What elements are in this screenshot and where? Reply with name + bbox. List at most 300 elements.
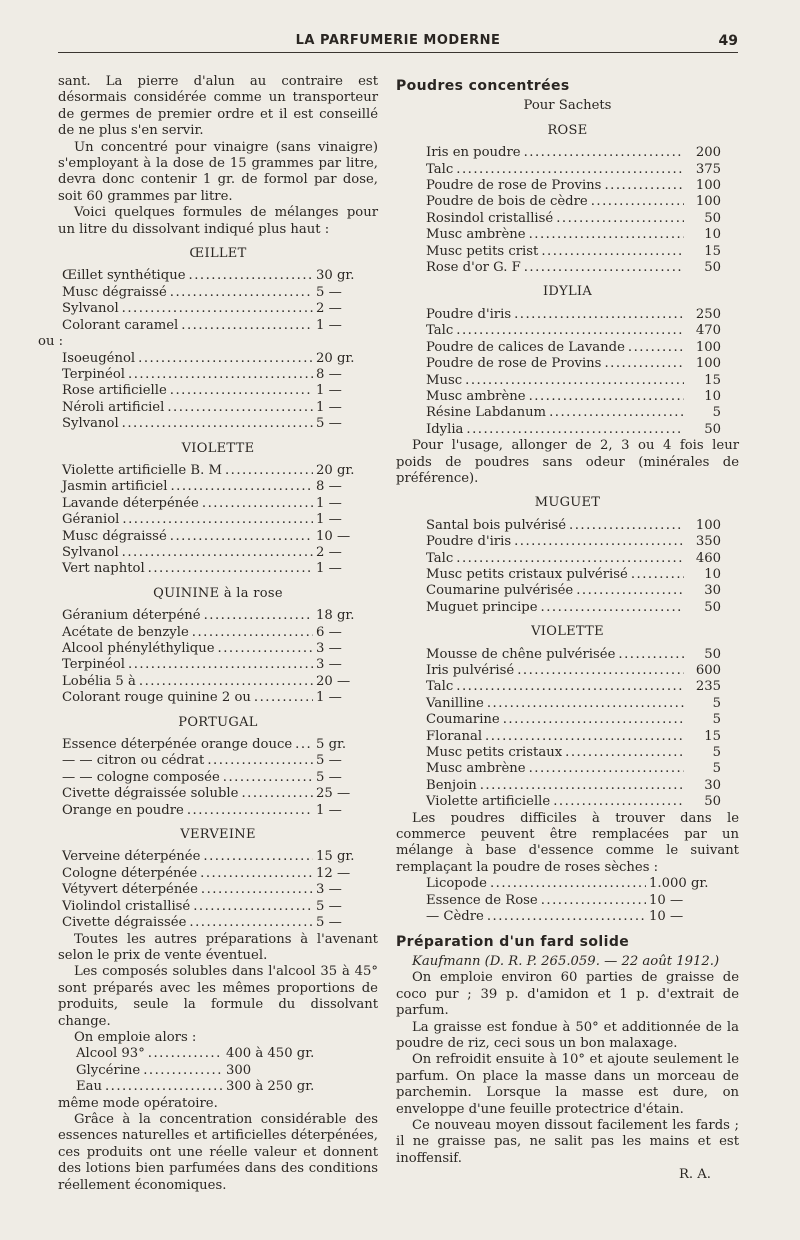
ingredient-name: Civette dégraissée soluble	[62, 786, 239, 802]
formula-idylia	[396, 307, 739, 438]
ingredient-name: Coumarine pulvérisée	[426, 583, 574, 599]
formula-line	[58, 416, 378, 432]
formula-portugal	[58, 737, 378, 819]
section-title-violette: VIOLETTE	[181, 440, 255, 456]
ingredient-name: Musc ambrène	[426, 388, 526, 404]
ingredient-name: Floranal	[426, 728, 483, 744]
ingredient-name: Isoeugénol	[62, 350, 136, 366]
ingredient-quantity: 400 à 450 gr.	[226, 1046, 315, 1062]
paragraph: Ce nouveau moyen dissout facilement les fards ; il ne graisse pas, ne salit pas les mains et est inoffensif.	[396, 1117, 739, 1166]
dot-leader	[604, 356, 684, 372]
ingredient-name: Poudre de bois de cèdre	[426, 194, 588, 210]
ingredient-quantity: 460	[695, 550, 721, 566]
ingredient-name: Mousse de chêne pulvérisée	[426, 646, 616, 662]
ingredient-name: Rose d'or G. F	[426, 260, 521, 276]
formula-line	[396, 745, 739, 761]
ingredient-name: Musc dégraissé	[62, 528, 167, 544]
formula-line	[396, 244, 739, 260]
ingredient-quantity: 375	[695, 161, 721, 177]
formula-line	[58, 496, 378, 512]
ingredient-name: Talc	[426, 161, 454, 177]
ingredient-quantity: 30	[704, 583, 721, 599]
ingredient-name: Musc petits cristaux	[426, 745, 563, 761]
article-title-2: Préparation d'un fard solide	[396, 933, 630, 950]
ingredient-name: Violindol cristallisé	[62, 898, 191, 914]
ingredient-quantity: 600	[695, 663, 721, 678]
section-title-rose: ROSE	[547, 122, 588, 138]
ingredient-name: Idylia	[426, 421, 464, 437]
ingredient-name: Essence déterpénée orange douce	[62, 737, 293, 753]
ingredient-quantity: 470	[695, 323, 721, 339]
formula-line	[396, 893, 739, 909]
ingredient-quantity: 200	[695, 145, 721, 161]
formula-verveine	[58, 849, 378, 931]
dot-leader	[223, 770, 313, 786]
formula-line	[58, 737, 378, 753]
dot-leader	[122, 301, 313, 317]
dot-leader	[487, 909, 646, 925]
ingredient-quantity: 50	[704, 646, 721, 662]
ingredient-name: Colorant caramel	[62, 317, 179, 333]
formula-line	[396, 340, 739, 356]
dot-leader	[170, 383, 313, 399]
section-title-idylia: IDYLIA	[542, 284, 593, 300]
left-column	[38, 74, 378, 1194]
ingredient-quantity: 5	[712, 745, 721, 761]
ingredient-quantity: 8 —	[316, 366, 342, 382]
formula-line	[58, 383, 378, 399]
ingredient-name: Jasmin artificiel	[62, 479, 168, 495]
formula-line	[58, 561, 378, 577]
dot-leader	[105, 1079, 223, 1095]
signature: R. A.	[678, 1167, 711, 1183]
ingredient-name: Essence de Rose	[426, 892, 538, 908]
ingredient-quantity: 50	[704, 794, 721, 810]
dot-leader	[218, 641, 313, 657]
ingredient-name: Géranium déterpéné	[62, 608, 201, 624]
ingredient-name: Terpinéol	[62, 366, 125, 382]
formula-line	[396, 729, 739, 745]
ingredient-quantity: 300 à 250 gr.	[226, 1079, 315, 1095]
ingredient-quantity: 10 —	[316, 528, 351, 544]
dot-leader	[517, 663, 684, 679]
formula-line	[58, 770, 378, 786]
ingredient-quantity: 10 —	[649, 892, 684, 908]
dot-leader	[529, 389, 684, 405]
ingredient-name: Terpinéol	[62, 657, 125, 673]
formula-solvant	[58, 1046, 378, 1095]
ingredient-name: Poudre de calices de Lavande	[426, 339, 625, 355]
formula-line	[396, 178, 739, 194]
formula-line	[396, 405, 739, 421]
ingredient-quantity: 2 —	[316, 544, 342, 560]
formula-line	[58, 318, 378, 334]
formula-line	[58, 351, 378, 367]
formula-line	[396, 227, 739, 243]
dot-leader	[456, 679, 684, 695]
paragraph: même mode opératoire.	[58, 1095, 218, 1111]
paragraph: On emploie environ 60 parties de graisse de coco pur ; 39 p. d'amidon et 1 p. d'extrait de parfum.	[396, 970, 739, 1019]
paragraph: Voici quelques formules de mélanges pour un litre du dissolvant indiqué plus haut :	[58, 205, 378, 237]
ingredient-name: — — citron ou cédrat	[62, 753, 205, 769]
ingredient-name: Musc ambrène	[426, 227, 526, 243]
ingredient-quantity: 1 —	[316, 399, 342, 415]
header-rule	[58, 52, 738, 53]
ingredient-quantity: 50	[704, 210, 721, 226]
formula-line	[396, 307, 739, 323]
formula-line	[396, 551, 739, 567]
paragraph: La graisse est fondue à 50° et additionnée de la poudre de riz, ceci sous un bon malaxage.	[396, 1019, 739, 1051]
dot-leader	[225, 463, 313, 479]
formula-line	[396, 663, 739, 679]
dot-leader	[480, 778, 684, 794]
ingredient-quantity: 5	[712, 712, 721, 728]
formula-line	[58, 899, 378, 915]
ingredient-name: Vert naphtol	[62, 561, 145, 577]
formula-line	[396, 712, 739, 728]
ingredient-quantity: 1.000 gr.	[649, 876, 709, 892]
dot-leader	[565, 745, 684, 761]
formula-line	[58, 674, 378, 690]
ingredient-name: Résine Labdanum	[426, 405, 547, 421]
ingredient-quantity: 10	[704, 227, 721, 243]
ingredient-name: Musc ambrène	[426, 761, 526, 777]
ingredient-name: Acétate de benzyle	[62, 624, 189, 640]
formula-line	[58, 641, 378, 657]
ingredient-quantity: 20 gr.	[316, 462, 355, 478]
formula-line	[58, 400, 378, 416]
ingredient-quantity: 5 —	[316, 284, 342, 300]
ingredient-quantity: 100	[695, 194, 721, 210]
article-title: Poudres concentrées	[396, 78, 570, 94]
ingredient-quantity: 100	[695, 178, 721, 194]
formula-line	[396, 647, 739, 663]
section-title-verveine: VERVEINE	[180, 827, 256, 843]
article-subtitle: Pour Sachets	[523, 98, 612, 114]
formula-line	[58, 1079, 378, 1095]
ingredient-quantity: 10	[704, 566, 721, 582]
ingredient-name: Néroli artificiel	[62, 399, 165, 415]
formula-line	[58, 866, 378, 882]
dot-leader	[485, 729, 684, 745]
ingredient-name: Eau	[76, 1079, 102, 1095]
dot-leader	[187, 803, 313, 819]
ingredient-name: Violette artificielle B. M	[62, 462, 222, 478]
ingredient-quantity: 50	[704, 421, 721, 437]
ingredient-name: Talc	[426, 679, 454, 695]
ingredient-name: Glycérine	[76, 1062, 141, 1078]
dot-leader	[167, 400, 313, 416]
paragraph: sant. La pierre d'alun au contraire est désormais considérée comme un transporteur de germes de premier ordre et il est conseillé de ne plus s'en servir.	[58, 74, 378, 139]
ingredient-quantity: 20 —	[316, 673, 351, 689]
dot-leader	[604, 178, 684, 194]
formula-line	[58, 1046, 378, 1062]
formula-line	[396, 761, 739, 777]
ingredient-name: Orange en poudre	[62, 802, 184, 818]
dot-leader	[556, 211, 684, 227]
ingredient-name: Vanilline	[426, 695, 484, 711]
ingredient-name: Œillet synthétique	[62, 268, 186, 284]
formula-line	[396, 211, 739, 227]
formula-line	[58, 545, 378, 561]
dot-leader	[529, 227, 684, 243]
ingredient-quantity: 20 gr.	[316, 350, 355, 366]
ingredient-quantity: 15	[704, 372, 721, 388]
ingredient-name: Poudre de rose de Provins	[426, 178, 602, 194]
ingredient-quantity: 15 gr.	[316, 849, 355, 865]
dot-leader	[524, 145, 684, 161]
formula-muguet	[396, 518, 739, 616]
ingredient-name: Sylvanol	[62, 544, 119, 560]
ingredient-quantity: 1 —	[316, 317, 342, 333]
dot-leader	[569, 518, 684, 534]
ingredient-name: Coumarine	[426, 712, 500, 728]
formula-violette-powder	[396, 647, 739, 811]
ingredient-quantity: 18 gr.	[316, 608, 355, 624]
ingredient-quantity: 5 —	[316, 769, 342, 785]
ingredient-name: — — cologne composée	[62, 769, 220, 785]
formula-rose	[396, 145, 739, 276]
formula-line	[58, 786, 378, 802]
dot-leader	[207, 753, 313, 769]
ingredient-name: Rosindol cristallisé	[426, 210, 554, 226]
ingredient-name: Poudre d'iris	[426, 534, 512, 550]
section-title-muguet: MUGUET	[534, 495, 601, 511]
dot-leader	[456, 551, 684, 567]
ingredient-name: Poudre d'iris	[426, 306, 512, 322]
dot-leader	[148, 1046, 223, 1062]
ingredient-quantity: 3 —	[316, 657, 342, 673]
formula-line	[396, 145, 739, 161]
page-header	[58, 33, 738, 51]
dot-leader	[541, 244, 684, 260]
ingredient-quantity: 250	[695, 306, 721, 322]
dot-leader	[254, 690, 313, 706]
ingredient-quantity: 5	[712, 695, 721, 711]
dot-leader	[241, 786, 313, 802]
ingredient-quantity: 10 —	[649, 909, 684, 925]
ingredient-name: Cologne déterpénée	[62, 865, 198, 881]
formula-line	[396, 778, 739, 794]
dot-leader	[181, 318, 313, 334]
ingredient-quantity: 1 —	[316, 512, 342, 528]
formula-line	[396, 583, 739, 599]
dot-leader	[456, 323, 684, 339]
formula-line	[58, 608, 378, 624]
dot-leader	[541, 893, 646, 909]
dot-leader	[541, 600, 684, 616]
ingredient-quantity: 50	[704, 260, 721, 276]
ingredient-quantity: 10	[704, 388, 721, 404]
ingredient-name: — Cèdre	[426, 909, 484, 925]
dot-leader	[514, 307, 684, 323]
formula-line	[58, 915, 378, 931]
ingredient-name: Benjoin	[426, 777, 477, 793]
formula-line	[58, 463, 378, 479]
dot-leader	[170, 479, 313, 495]
formula-line	[396, 422, 739, 438]
section-title-oeillet: ŒILLET	[189, 246, 247, 262]
ingredient-name: Iris pulvérisé	[426, 663, 515, 678]
dot-leader	[549, 405, 684, 421]
formula-quinine	[58, 608, 378, 706]
dot-leader	[170, 529, 313, 545]
page-number: 49	[718, 33, 738, 49]
formula-line	[58, 268, 378, 284]
section-title-portugal: PORTUGAL	[178, 714, 258, 730]
ingredient-name: Rose artificielle	[62, 383, 167, 399]
ingredient-quantity: 3 —	[316, 882, 342, 898]
ingredient-quantity: 30	[704, 777, 721, 793]
ingredient-quantity: 5	[712, 405, 721, 421]
ingredient-name: Licopode	[426, 876, 487, 892]
or-label: ou :	[38, 334, 64, 350]
formula-oeillet-b	[58, 351, 378, 433]
dot-leader	[148, 561, 313, 577]
ingredient-quantity: 5 —	[316, 915, 342, 931]
ingredient-quantity: 235	[695, 679, 721, 695]
paragraph: Les composés solubles dans l'alcool 35 à 45° sont préparés avec les mêmes proportions de produits, seule la formule du dissolvant change.	[58, 964, 378, 1029]
dot-leader	[139, 674, 313, 690]
ingredient-quantity: 5	[712, 761, 721, 777]
running-title: LA PARFUMERIE MODERNE	[295, 33, 501, 48]
ingredient-quantity: 1 —	[316, 802, 342, 818]
formula-line	[58, 367, 378, 383]
ingredient-name: Sylvanol	[62, 416, 119, 432]
ingredient-quantity: 1 —	[316, 383, 342, 399]
dot-leader	[128, 367, 313, 383]
ingredient-name: Alcool phényléthylique	[62, 641, 215, 656]
formula-line	[58, 803, 378, 819]
dot-leader	[189, 915, 313, 931]
dot-leader	[514, 534, 684, 550]
ingredient-quantity: 5 —	[316, 898, 342, 914]
ingredient-name: Muguet principe	[426, 599, 538, 615]
dot-leader	[128, 657, 313, 673]
dot-leader	[553, 794, 684, 810]
ingredient-quantity: 5 —	[316, 416, 342, 432]
formula-line	[58, 625, 378, 641]
ingredient-quantity: 100	[695, 517, 721, 533]
ingredient-quantity: 100	[695, 339, 721, 355]
dot-leader	[192, 625, 313, 641]
formula-line	[58, 657, 378, 673]
formula-line	[396, 696, 739, 712]
dot-leader	[503, 712, 684, 728]
ingredient-quantity: 3 —	[316, 641, 342, 656]
ingredient-name: Sylvanol	[62, 301, 119, 317]
section-title-quinine: QUININE à la rose	[153, 585, 283, 601]
section-title-violette: VIOLETTE	[531, 624, 604, 640]
dot-leader	[631, 567, 684, 583]
patent-reference: Kaufmann (D. R. P. 265.059. — 22 août 1912.)	[412, 953, 720, 969]
dot-leader	[456, 162, 684, 178]
ingredient-quantity: 30 gr.	[316, 268, 355, 284]
ingredient-quantity: 1 —	[316, 690, 342, 706]
dot-leader	[170, 285, 313, 301]
ingredient-quantity: 350	[695, 534, 721, 550]
dot-leader	[138, 351, 313, 367]
paragraph: Grâce à la concentration considérable des essences naturelles et artificielles déterpénées, ces produits ont une réelle valeur et donnent des lotions bien parfumées dans des conditions réellement économiques.	[58, 1111, 378, 1193]
dot-leader	[591, 194, 684, 210]
ingredient-name: Verveine déterpénée	[62, 849, 201, 865]
formula-line	[396, 679, 739, 695]
ingredient-name: Musc petits cristaux pulvérisé	[426, 566, 628, 582]
formula-line	[396, 518, 739, 534]
dot-leader	[122, 545, 313, 561]
formula-line	[396, 162, 739, 178]
formula-line	[396, 194, 739, 210]
ingredient-quantity: 25 —	[316, 786, 351, 802]
paragraph: Toutes les autres préparations à l'avenant selon le prix de vente éventuel.	[58, 931, 378, 963]
formula-line	[396, 373, 739, 389]
paragraph: Un concentré pour vinaigre (sans vinaigre) s'employant à la dose de 15 grammes par litre, devra donc contenir 1 gr. de formol par dose, soit 60 grammes par litre.	[58, 139, 378, 204]
formula-line	[396, 600, 739, 616]
ingredient-name: Musc dégraissé	[62, 284, 167, 300]
ingredient-name: Alcool 93°	[76, 1046, 145, 1062]
dot-leader	[204, 608, 313, 624]
ingredient-name: Vétyvert déterpénée	[62, 882, 198, 898]
formula-line	[58, 690, 378, 706]
ingredient-quantity: 15	[704, 243, 721, 259]
ingredient-name: Lobélia 5 à	[62, 673, 136, 689]
ingredient-name: Santal bois pulvérisé	[426, 517, 567, 533]
formula-line	[58, 1063, 378, 1079]
ingredient-name: Iris en poudre	[426, 145, 521, 161]
ingredient-name: Colorant rouge quinine 2 ou	[62, 690, 251, 706]
ingredient-name: Talc	[426, 550, 454, 566]
ingredient-name: Lavande déterpénée	[62, 495, 199, 511]
ingredient-quantity: 8 —	[316, 479, 342, 495]
dot-leader	[524, 260, 684, 276]
dot-leader	[122, 416, 313, 432]
formula-line	[396, 909, 739, 925]
ingredient-quantity: 12 —	[316, 865, 351, 881]
formula-line	[396, 876, 739, 892]
paragraph: On emploie alors :	[74, 1029, 197, 1045]
formula-line	[396, 260, 739, 276]
dot-leader	[202, 496, 313, 512]
ingredient-quantity: 5 —	[316, 753, 342, 769]
dot-leader	[200, 866, 313, 882]
ingredient-name: Talc	[426, 323, 454, 339]
ingredient-name: Violette artificielle	[426, 794, 551, 810]
right-column	[396, 74, 739, 1184]
dot-leader	[576, 583, 684, 599]
ingredient-quantity: 6 —	[316, 624, 342, 640]
ingredient-quantity: 1 —	[316, 495, 342, 511]
ingredient-quantity: 2 —	[316, 301, 342, 317]
dot-leader	[203, 849, 313, 865]
formula-oeillet-a	[58, 268, 378, 334]
formula-line	[396, 567, 739, 583]
dot-leader	[529, 761, 684, 777]
paragraph: Les poudres difficiles à trouver dans le commerce peuvent être remplacées par un mélange à base d'essence comme le suivant remplaçant la poudre de roses sèches :	[396, 810, 739, 875]
paragraph: Pour l'usage, allonger de 2, 3 ou 4 fois leur poids de poudres sans odeur (minérales de préférence).	[396, 438, 739, 486]
dot-leader	[618, 647, 684, 663]
ingredient-quantity: 15	[704, 728, 721, 744]
ingredient-name: Géraniol	[62, 512, 120, 528]
formula-line	[396, 356, 739, 372]
formula-line	[58, 479, 378, 495]
dot-leader	[490, 876, 646, 892]
dot-leader	[189, 268, 313, 284]
formula-line	[58, 849, 378, 865]
ingredient-quantity: 300	[226, 1062, 252, 1078]
formula-line	[58, 882, 378, 898]
dot-leader	[628, 340, 684, 356]
formula-line	[58, 753, 378, 769]
